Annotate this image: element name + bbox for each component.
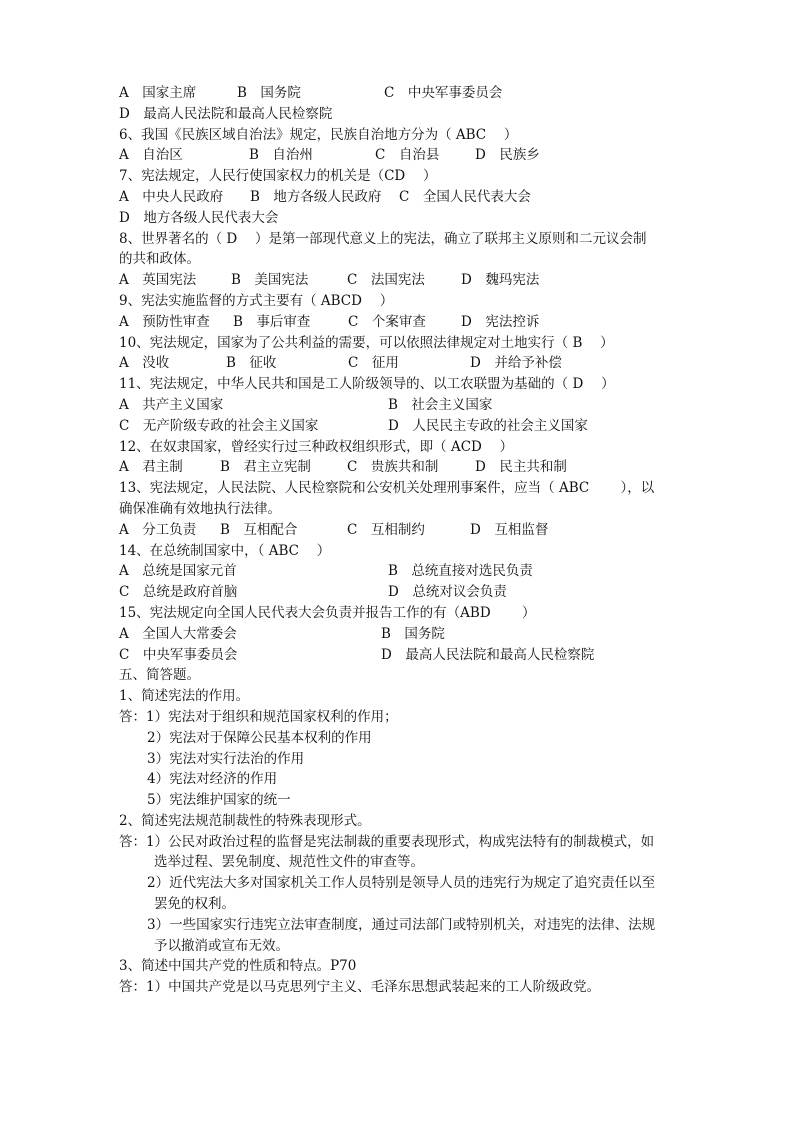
q11-options-row-1 xyxy=(119,395,679,416)
q5-option-a: A 国家主席 xyxy=(119,85,197,101)
q15-option-a: A 全国人大常委会 xyxy=(119,625,237,642)
answer-2-line: 3）一些国家实行违宪立法审查制度，通过司法部门或特别机关，对违宪的法律、法规 xyxy=(147,916,656,933)
q14-option-b: B 总统直接对选民负责 xyxy=(388,563,533,580)
q11-option-c: C 无产阶级专政的社会主义国家 xyxy=(119,417,319,434)
answer-1-line: 3）宪法对实行法治的作用 xyxy=(147,750,305,767)
answer-1-line: 2）宪法对于保障公民基本权利的作用 xyxy=(147,729,372,746)
answer-2-line: 罢免的权利。 xyxy=(154,896,235,913)
q6-stem: 6、我国《民族区域自治法》规定，民族自治地方分为（ ABC ） xyxy=(119,126,518,143)
answer-2-line: 2）近代宪法大多对国家机关工作人员特别是领导人员的违宪行为规定了追究责任以至 xyxy=(147,875,656,892)
q6-option-d: D 民族乡 xyxy=(475,147,540,164)
q7-options-row-2 xyxy=(119,208,679,229)
q5-option-b: B 国务院 xyxy=(237,85,301,101)
q13-option-d: D 互相监督 xyxy=(470,521,549,538)
answer-3-line: 答：1）中国共产党是以马克思列宁主义、毛泽东思想武装起来的工人阶级政党。 xyxy=(119,979,601,996)
q7-options-row-1 xyxy=(119,187,679,208)
q13-option-b: B 互相配合 xyxy=(220,521,298,538)
q15-option-b: B 国务院 xyxy=(381,625,445,642)
q14-options-row-1 xyxy=(119,561,679,582)
answer-2-line: 答：1）公民对政治过程的监督是宪法制裁的重要表现形式，构成宪法特有的制裁模式，如 xyxy=(119,833,655,850)
q8-option-c: C 法国宪法 xyxy=(347,272,425,289)
q13-options xyxy=(119,520,679,541)
q13-option-a: A 分工负责 xyxy=(119,521,197,538)
q15-option-d: D 最高人民法院和最高人民检察院 xyxy=(381,646,595,663)
q15-options-row-2 xyxy=(119,645,679,666)
q12-option-a: A 君主制 xyxy=(119,459,183,476)
q12-option-c: C 贵族共和制 xyxy=(347,459,439,476)
q10-option-d: D 并给予补偿 xyxy=(470,355,562,372)
q11-option-b: B 社会主义国家 xyxy=(388,396,493,413)
q8-option-a: A 英国宪法 xyxy=(119,272,197,289)
q14-option-a: A 总统是国家元首 xyxy=(119,563,237,580)
short-question-2: 2、简述宪法规范制裁性的特殊表现形式。 xyxy=(119,812,371,829)
section-heading: 五、简答题。 xyxy=(119,667,200,684)
q14-option-c: C 总统是政府首脑 xyxy=(119,584,238,601)
q9-option-d: D 宪法控诉 xyxy=(461,313,540,330)
q12-options xyxy=(119,457,679,478)
q5-options-row-2 xyxy=(119,104,679,125)
document-page xyxy=(119,83,679,998)
q9-option-c: C 个案审查 xyxy=(348,313,426,330)
answer-2-line: 予以撤消或宣布无效。 xyxy=(154,937,289,954)
q12-stem: 12、在奴隶国家，曾经实行过三种政权组织形式，即（ ACD ） xyxy=(119,438,514,455)
q15-stem: 15、宪法规定向全国人民代表大会负责并报告工作的有（ABD ） xyxy=(119,604,536,621)
q10-option-c: C 征用 xyxy=(348,355,399,372)
answer-2-line: 选举过程、罢免制度、规范性文件的审查等。 xyxy=(154,854,424,871)
q6-option-b: B 自治州 xyxy=(249,147,313,164)
q10-stem: 10、宪法规定，国家为了公共利益的需要，可以依照法律规定对土地实行（ B ） xyxy=(119,334,614,351)
q12-option-d: D 民主共和制 xyxy=(475,459,567,476)
q13-stem-line-1: 13、宪法规定，人民法院、人民检察院和公安机关处理刑事案件，应当（ ABC ），以 xyxy=(119,480,655,497)
short-question-3: 3、简述中国共产党的性质和特点。P70 xyxy=(119,958,357,975)
q11-option-a: A 共产主义国家 xyxy=(119,396,224,413)
q10-option-a: A 没收 xyxy=(119,355,170,372)
q8-options xyxy=(119,270,679,291)
q11-options-row-2 xyxy=(119,416,679,437)
answer-1-line: 答：1）宪法对于组织和规范国家权利的作用； xyxy=(119,708,398,725)
short-question-1: 1、简述宪法的作用。 xyxy=(119,688,250,705)
q6-options xyxy=(119,145,679,166)
q5-options-row-1 xyxy=(119,83,679,104)
q10-options xyxy=(119,353,679,374)
q6-option-a: A 自治区 xyxy=(119,147,183,164)
q13-stem-line-2: 确保准确有效地执行法律。 xyxy=(119,500,281,517)
q7-option-a: A 中央人民政府 xyxy=(119,188,224,205)
q11-stem: 11、宪法规定，中华人民共和国是工人阶级领导的、以工农联盟为基础的（ D ） xyxy=(119,376,615,393)
q8-stem-line-1: 8、世界著名的（ D ）是第一部现代意义上的宪法，确立了联邦主义原则和二元议会制 xyxy=(119,230,647,247)
q5-option-c: C 中央军事委员会 xyxy=(384,85,503,101)
q13-option-c: C 互相制约 xyxy=(347,521,425,538)
q15-options-row-1 xyxy=(119,624,679,645)
q9-stem: 9、宪法实施监督的方式主要有（ ABCD ） xyxy=(119,292,394,309)
answer-1-line: 4）宪法对经济的作用 xyxy=(147,771,278,788)
q6-option-c: C 自治县 xyxy=(375,147,440,164)
q14-stem: 14、在总统制国家中，（ ABC ） xyxy=(119,542,331,559)
q12-option-b: B 君主立宪制 xyxy=(220,459,311,476)
q9-option-b: B 事后审查 xyxy=(233,313,311,330)
q8-option-d: D 魏玛宪法 xyxy=(461,272,540,289)
q9-option-a: A 预防性审查 xyxy=(119,313,210,330)
answer-1-line: 5）宪法维护国家的统一 xyxy=(147,792,291,809)
q15-option-c: C 中央军事委员会 xyxy=(119,646,238,663)
q14-option-d: D 总统对议会负责 xyxy=(388,584,507,601)
q10-option-b: B 征收 xyxy=(226,355,277,372)
q9-options xyxy=(119,312,679,333)
q7-option-d: D 地方各级人民代表大会 xyxy=(119,209,279,226)
q7-option-c: C 全国人民代表大会 xyxy=(399,188,531,205)
q14-options-row-2 xyxy=(119,582,679,603)
q8-stem-line-2: 的共和政体。 xyxy=(119,251,200,268)
q11-option-d: D 人民民主专政的社会主义国家 xyxy=(388,417,588,434)
q7-stem: 7、宪法规定，人民行使国家权力的机关是（CD ） xyxy=(119,168,437,185)
q5-option-d: D 最高人民法院和最高人民检察院 xyxy=(119,105,333,122)
q8-option-b: B 美国宪法 xyxy=(231,272,309,289)
q7-option-b: B 地方各级人民政府 xyxy=(250,188,382,205)
